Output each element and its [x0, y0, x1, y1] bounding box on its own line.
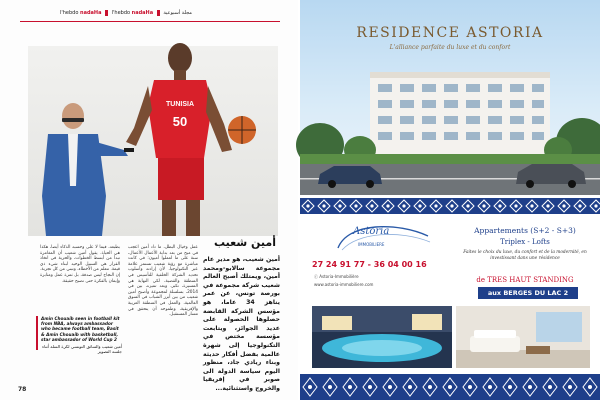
frieze-pattern-bottom — [300, 374, 600, 400]
player-shorts — [158, 158, 204, 200]
player-right-leg — [186, 200, 200, 236]
running-head-suffix: مجلة أسبوعية — [163, 10, 192, 16]
article-page — [0, 0, 298, 400]
car-wheel — [366, 180, 374, 188]
jersey-text: TUNISIA — [166, 101, 194, 108]
ad-residence-illustration — [300, 50, 600, 195]
player-right-arm — [206, 86, 232, 152]
hedge — [300, 154, 600, 164]
decorative-frieze-top — [300, 198, 600, 214]
ad-pool-photo — [312, 306, 452, 368]
running-head-highlight: nadaHa — [80, 10, 102, 16]
decorative-frieze-bottom — [300, 374, 600, 400]
microphone — [124, 148, 134, 152]
ad-tagline: L'alliance parfaite du luxe et du confort — [389, 44, 511, 51]
player-left-arm — [126, 86, 152, 146]
social-text: Astoria-Immobilière — [319, 274, 359, 279]
ad-info-panel — [300, 214, 600, 374]
caption-english: Amin Chouaib seen in football kit from NBA, always ambassador who became football team, Basit & Amin Chouaib with basketball, star ambassador of World Cup 2 — [41, 316, 120, 342]
ad-location-badge: aux BERGES DU LAC 2 — [478, 287, 578, 299]
building-roof — [370, 72, 550, 78]
logo-subtext: IMMOBILIERE — [358, 242, 385, 247]
car-wheel — [526, 180, 534, 188]
frieze-pattern — [300, 198, 600, 214]
car-wheel — [328, 180, 336, 188]
man-head — [62, 103, 84, 129]
logo-text: Astoria — [353, 226, 390, 237]
ad-brand-name: RESIDENCE ASTORIA — [356, 25, 544, 41]
running-head-separator-2 — [157, 10, 160, 16]
logo-swirl-icon — [308, 218, 443, 258]
jersey-number: 50 — [172, 114, 188, 129]
player-neck — [174, 70, 186, 80]
advertisement-page — [300, 0, 600, 400]
article-body-middle: عمل وخيال البطل، ما داد أمين اعجب في ميح من بعد بداية الأعمال الأعمال، سنة على ما لعملوا أميون: في كانت مباشرة مع رؤية شعيب تستمر علامة عبر التكنولوجيا، لأن إرادته وأسلوب تحديد الشركة الخلفية للتأسيس في المنطقة والقضية، لكي النهاية هي المسيرة، تكبر، وبعد تميزه، بين في 2014، بسلسلة لمجموعة وأصبح أمين شعيب من بين أبرز الشباب في السوق العالمية، والعمل في المنطقة العربية والإفريقية، وطموحه أن يتحقق في مسار المستقبل. — [128, 245, 198, 318]
interior-illustration — [456, 306, 590, 368]
car-wheel — [568, 180, 576, 188]
man-arm — [96, 142, 128, 156]
running-head-prefix: l'hebdo — [60, 10, 79, 16]
caption-arabic: أمين شعيب والسائق التونسي لكرة السلة أثناء جلسة التصوير — [42, 344, 122, 355]
running-head — [60, 9, 230, 18]
man-glasses — [62, 118, 84, 122]
ad-interior-photo — [456, 306, 590, 368]
ad-phone-numbers: 27 24 91 77 - 36 04 00 16 — [312, 260, 427, 269]
player-left-leg — [162, 200, 176, 236]
ad-description: Faites le choix du luxe, du confort et de la modernité, en investissant dans une résidence — [463, 250, 587, 261]
article-title: أمين شعيب — [214, 236, 276, 249]
ad-apartments-title: Appartements (S+2 - S+3) — [474, 226, 576, 235]
running-head-highlight-2: nadaHa — [131, 10, 154, 16]
ad-apartments-subtitle: Triplex - Lofts — [500, 238, 550, 246]
running-head-separator — [105, 10, 108, 16]
photo-illustration — [28, 46, 278, 236]
article-photo — [28, 46, 278, 236]
article-intro: أمين شعيب، هو مدير عام مجموعة سالابو-ومحمد أمين، ويمتلك أصبح العالم شعيب شركة مجموعة في بورصة تونس، عن عمر يناهز 34 عاما، هو مؤسس الشركة القابضة حصلوها الحصولة على عديد الجوائز، ويتابعت مؤسسة مختص في التكنولوجيا إلى شهرة عالمية بفضل أفكار حديثة وبناء ريادي جاد، منظور اليوم سياسة الدولة الى صوبر في إفريقيا والخروج واستثنائية... — [202, 256, 280, 392]
header-rule — [20, 21, 280, 22]
pool-illustration — [312, 306, 452, 368]
running-head-mid: l'hebdo — [111, 10, 131, 16]
article-body-left: بطبعه، فيما لا على وحسبه الذكاء أيضا، هكذا هي الحياة. يقول أمين شعيب أن المغامرة تبدأ من أبسط الخطوات، والحرية في اتخاذ القرار هي السبيل الوحيد لبناء شيء ذي قيمة. تتعلم من الأخطاء، وتبني من كل تجربة. إن النجاح ليس صدفة، بل ثمرة عمل ومثابرة وإيمان بالفكرة حتى تصبح حقيقة. — [40, 245, 120, 284]
ad-standing: de TRES HAUT STANDING — [476, 276, 574, 284]
player-head — [168, 43, 192, 73]
facebook-icon: ⓕ — [314, 274, 320, 279]
page-number: 78 — [18, 386, 27, 393]
ad-website: www.astoria-immobiliere.com — [314, 282, 374, 287]
photo-caption — [36, 316, 122, 355]
ad-social-handle — [314, 274, 359, 280]
